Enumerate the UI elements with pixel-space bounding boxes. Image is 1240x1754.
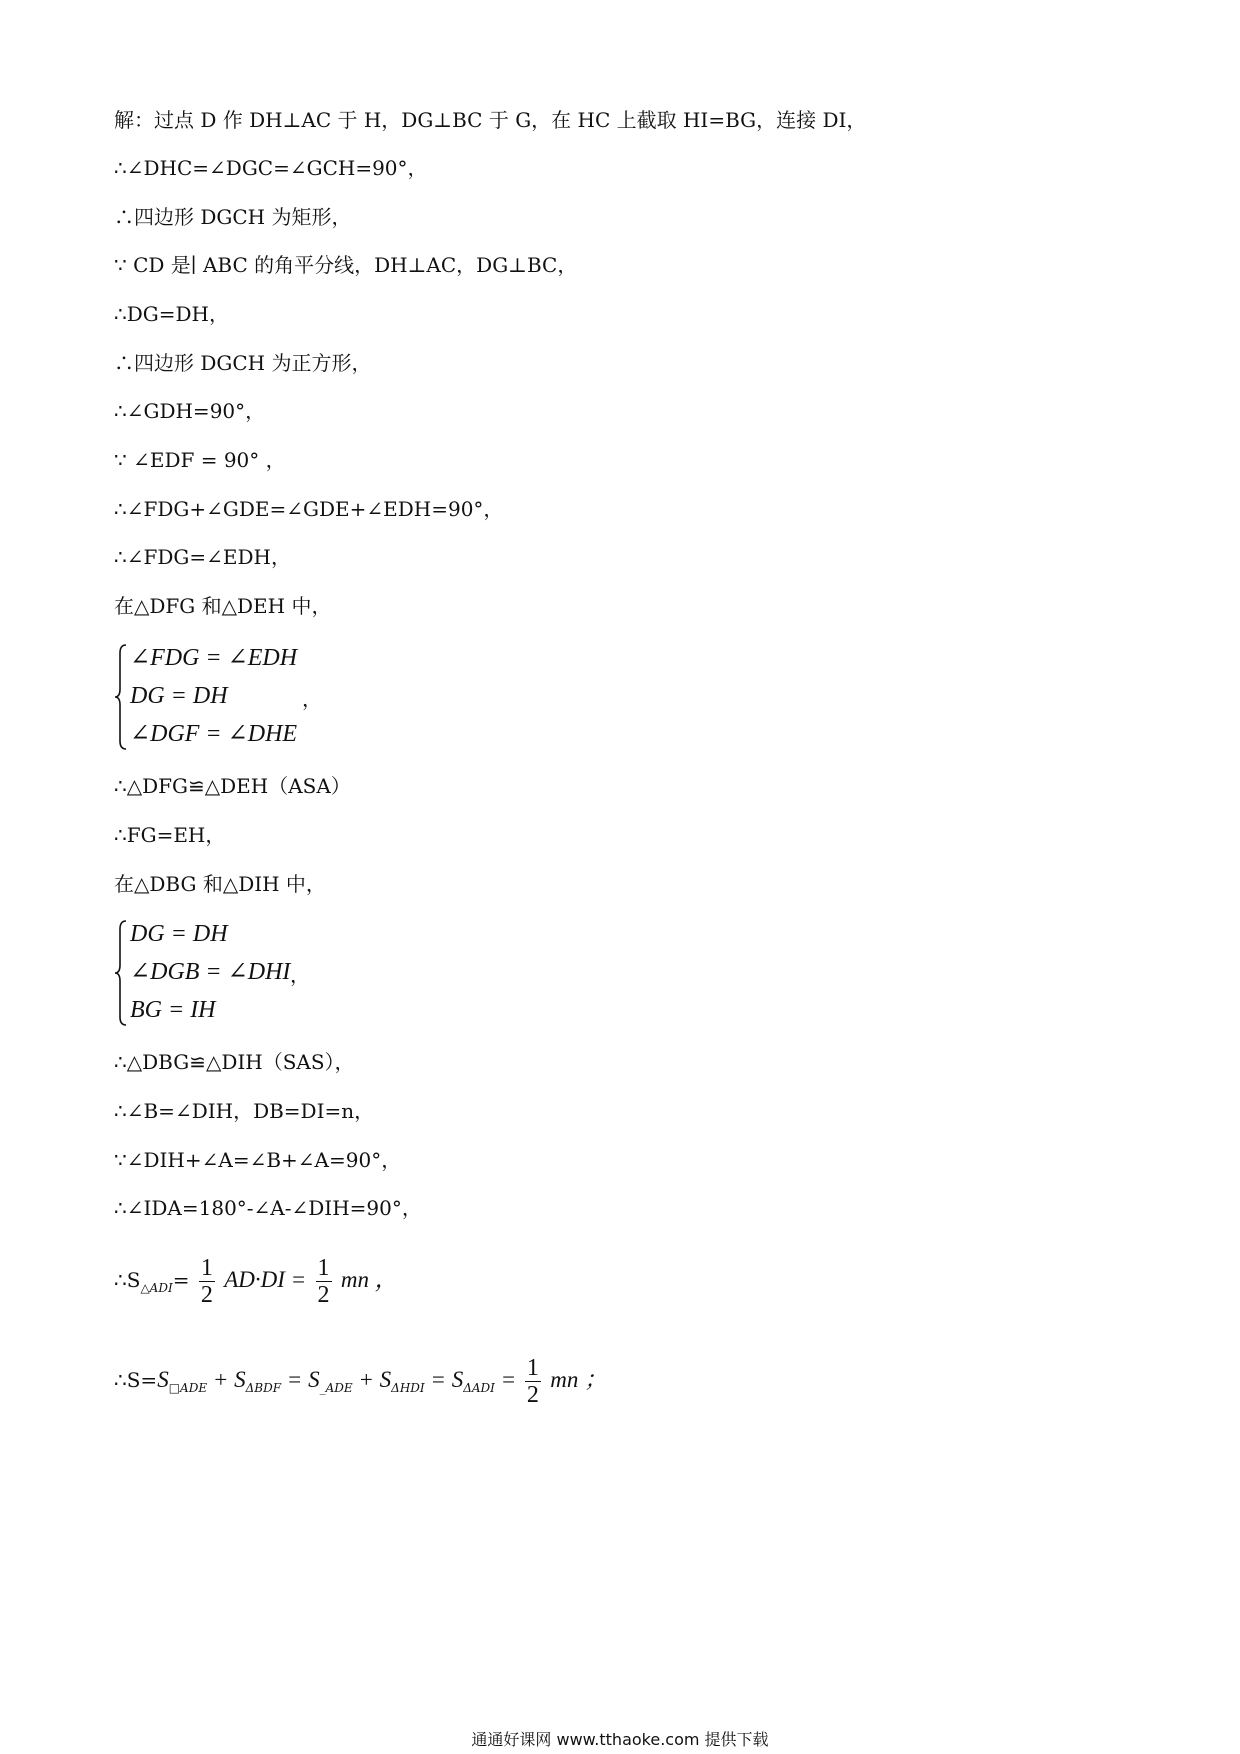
system-2-comma: ， (290, 963, 310, 987)
solution-line-7: ∴∠GDH=90°， (114, 399, 266, 423)
solution-line-12: ∴△DFG≌△DEH（ASA） (114, 774, 351, 798)
fraction-half (199, 1255, 215, 1308)
left-brace-icon (114, 643, 128, 751)
solution-line-16: ∴∠B=∠DIH，DB=DI=n， (114, 1099, 375, 1123)
term-s: S (157, 1367, 169, 1392)
term-sub: □ADE (168, 1381, 208, 1395)
solution-line-4: ∵ CD 是∣ ABC 的角平分线，DH⊥AC，DG⊥BC， (114, 253, 578, 277)
fraction-numerator: 1 (317, 1255, 330, 1281)
solution-line-1: 解：过点 D 作 DH⊥AC 于 H，DG⊥BC 于 G，在 HC 上截取 HI=BG，连接 DI， (114, 108, 867, 132)
fraction-half (525, 1355, 541, 1408)
formula-1-eq: = (172, 1268, 190, 1292)
formula-1-mid: AD·DI = (224, 1267, 307, 1292)
fraction-half (316, 1255, 332, 1308)
solution-line-8: ∵ ∠EDF = 90° ， (114, 448, 286, 472)
system-1-row-2: DG = DH (130, 683, 228, 709)
area-formula-2 (114, 1350, 607, 1418)
solution-line-11: 在△DFG 和△DEH 中， (114, 594, 332, 618)
system-2-row-3: BG = IH (130, 997, 216, 1023)
fraction-denominator: 2 (200, 1282, 213, 1308)
equals-sign: = (281, 1367, 309, 1392)
system-2-row-1: DG = DH (130, 921, 228, 947)
plus-sign: + (207, 1367, 235, 1392)
term-sub: ΔADI (463, 1381, 495, 1395)
equation-system-2 (114, 919, 414, 1029)
formula-2-prefix: ∴S= (114, 1368, 158, 1392)
system-2-row-2: ∠DGB = ∠DHI (130, 959, 291, 985)
term-s: S (451, 1367, 464, 1392)
formula-1-tail: mn ， (340, 1267, 398, 1292)
term-s: S (379, 1367, 392, 1392)
system-1-comma: ， (302, 687, 322, 711)
solution-line-6: ∴四边形 DGCH 为正方形， (114, 351, 372, 375)
fraction-numerator: 1 (200, 1255, 213, 1281)
system-1-row-3: ∠DGF = ∠DHE (130, 721, 298, 747)
fraction-denominator: 2 (526, 1382, 539, 1408)
area-formula-1 (114, 1250, 398, 1318)
left-brace-icon (114, 919, 128, 1027)
solution-line-2: ∴∠DHC=∠DGC=∠GCH=90°， (114, 156, 428, 180)
fraction-numerator: 1 (526, 1355, 539, 1381)
term-sub: _ADE (319, 1381, 353, 1395)
solution-line-13: ∴FG=EH， (114, 823, 226, 847)
equals-sign: = (424, 1367, 452, 1392)
plus-sign: + (352, 1367, 380, 1392)
solution-line-5: ∴DG=DH， (114, 302, 229, 326)
term-sub: ΔBDF (245, 1381, 282, 1395)
solution-line-10: ∴∠FDG=∠EDH， (114, 545, 291, 569)
page-footer: 通通好课网 www.tthaoke.com 提供下载 (471, 1730, 769, 1749)
solution-line-14: 在△DBG 和△DIH 中， (114, 872, 326, 896)
solution-line-17: ∵∠DIH+∠A=∠B+∠A=90°， (114, 1148, 402, 1172)
term-s: S (234, 1367, 246, 1392)
term-s: S (308, 1367, 320, 1392)
fraction-denominator: 2 (317, 1282, 330, 1308)
equation-system-1 (114, 643, 414, 753)
system-1-row-1: ∠FDG = ∠EDH (130, 645, 298, 671)
formula-1-sub: △ADI (140, 1281, 173, 1295)
solution-line-9: ∴∠FDG+∠GDE=∠GDE+∠EDH=90°， (114, 497, 504, 521)
term-sub: ΔHDI (391, 1381, 425, 1395)
formula-1-prefix: ∴S (114, 1268, 141, 1292)
formula-2-tail: mn ； (550, 1367, 608, 1392)
equals-sign: = (494, 1367, 522, 1392)
solution-line-18: ∴∠IDA=180°-∠A-∠DIH=90°， (114, 1196, 422, 1220)
solution-line-3: ∴四边形 DGCH 为矩形， (114, 205, 352, 229)
solution-line-15: ∴△DBG≌△DIH（SAS）， (114, 1050, 355, 1074)
